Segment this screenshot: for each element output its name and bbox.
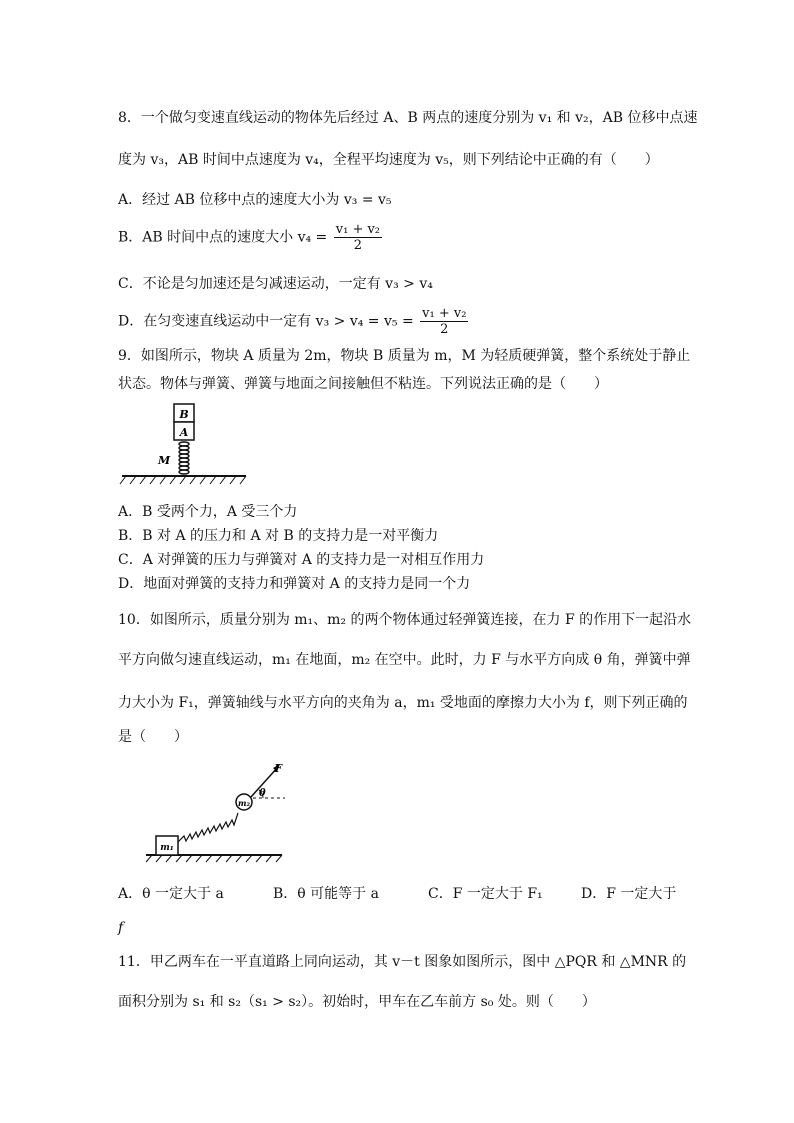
q10-stem-line4: 是（ ） bbox=[118, 729, 188, 745]
q10-stem-line2: 平方向做匀速直线运动，m₁ 在地面，m₂ 在空中。此时，力 F 与水平方向成 θ 角，弹簧中弹 bbox=[118, 652, 691, 668]
q9-option-d: D．地面对弹簧的支持力和弹簧对 A 的支持力是同一个力 bbox=[118, 576, 471, 592]
q10-stem-line3: 力大小为 F₁，弹簧轴线与水平方向的夹角为 a，m₁ 受地面的摩擦力大小为 f，则下列正确的 bbox=[118, 695, 688, 711]
q8-option-c: C．不论是匀加速还是匀减速运动，一定有 v₃ > v₄ bbox=[118, 276, 433, 292]
spring bbox=[178, 813, 238, 842]
q8-option-d-denominator: 2 bbox=[440, 322, 449, 337]
q9-spring-block-figure bbox=[118, 400, 248, 494]
q9-stem-line1: 9．如图所示，物块 A 质量为 2m，物块 B 质量为 m，M 为轻质硬弹簧，整个系统处于静止 bbox=[118, 348, 691, 364]
q8-option-d-text: D．在匀变速直线运动中一定有 v₃ > v₄ = v₅ = bbox=[118, 313, 414, 330]
q8-option-d-fraction bbox=[420, 306, 468, 337]
q8-option-b-denominator: 2 bbox=[353, 238, 363, 253]
q11-stem-line2: 面积分别为 s₁ 和 s₂（s₁ > s₂）。初始时，甲车在乙车前方 s₀ 处。则（ ） bbox=[118, 994, 596, 1010]
ground-hatch bbox=[146, 855, 282, 862]
q8-option-d bbox=[118, 306, 470, 337]
ball-m2-label: m₂ bbox=[238, 798, 250, 808]
q10-spring-force-figure bbox=[140, 756, 285, 866]
q8-option-b-fraction bbox=[334, 222, 382, 253]
q10-option-d: D．F 一定大于 bbox=[581, 886, 677, 902]
q8-option-b-text: B．AB 时间中点的速度大小 v₄ = bbox=[118, 229, 328, 246]
q10-option-c: C．F 一定大于 F₁ bbox=[428, 886, 543, 902]
q8-option-a: A．经过 AB 位移中点的速度大小为 v₃ = v₅ bbox=[118, 192, 392, 208]
q9-option-c: C．A 对弹簧的压力与弹簧对 A 的支持力是一对相互作用力 bbox=[118, 552, 485, 568]
q10-option-d-cont: f bbox=[118, 920, 124, 936]
q11-stem-line1: 11．甲乙两车在一平直道路上同向运动，其 v－t 图象如图所示，图中 △PQR 和 △MNR 的 bbox=[118, 954, 687, 970]
q8-option-b bbox=[118, 222, 384, 253]
q10-option-a: A．θ 一定大于 a bbox=[118, 886, 224, 902]
theta-label: θ bbox=[259, 788, 266, 799]
block-b-label: B bbox=[179, 408, 189, 421]
spring-m-label: M bbox=[158, 454, 171, 467]
q8-stem-line2: 度为 v₃，AB 时间中点速度为 v₄，全程平均速度为 v₅，则下列结论中正确的有（ ） bbox=[118, 152, 659, 168]
block-m1-label: m₁ bbox=[160, 843, 174, 853]
q10-option-b: B．θ 可能等于 a bbox=[273, 886, 379, 902]
q9-option-a: A．B 受两个力，A 受三个力 bbox=[118, 504, 298, 520]
force-f-label: F bbox=[274, 762, 282, 775]
q9-stem-line2: 状态。物体与弹簧、弹簧与地面之间接触但不粘连。下列说法正确的是（ ） bbox=[118, 376, 608, 392]
q8-option-b-numerator: v₁ + v₂ bbox=[335, 222, 381, 237]
q8-option-d-numerator: v₁ + v₂ bbox=[422, 306, 467, 321]
ground-hatch bbox=[120, 476, 246, 484]
q10-stem-line1: 10．如图所示，质量分别为 m₁、m₂ 的两个物体通过轻弹簧连接，在力 F 的作用下一起沿水 bbox=[118, 612, 692, 628]
q8-stem-line1: 8．一个做匀变速直线运动的物体先后经过 A、B 两点的速度分别为 v₁ 和 v₂，AB 位移中点速 bbox=[118, 110, 698, 126]
q9-option-b: B．B 对 A 的压力和 A 对 B 的支持力是一对平衡力 bbox=[118, 528, 439, 544]
block-a-label: A bbox=[179, 426, 189, 439]
spring-m bbox=[179, 442, 189, 474]
